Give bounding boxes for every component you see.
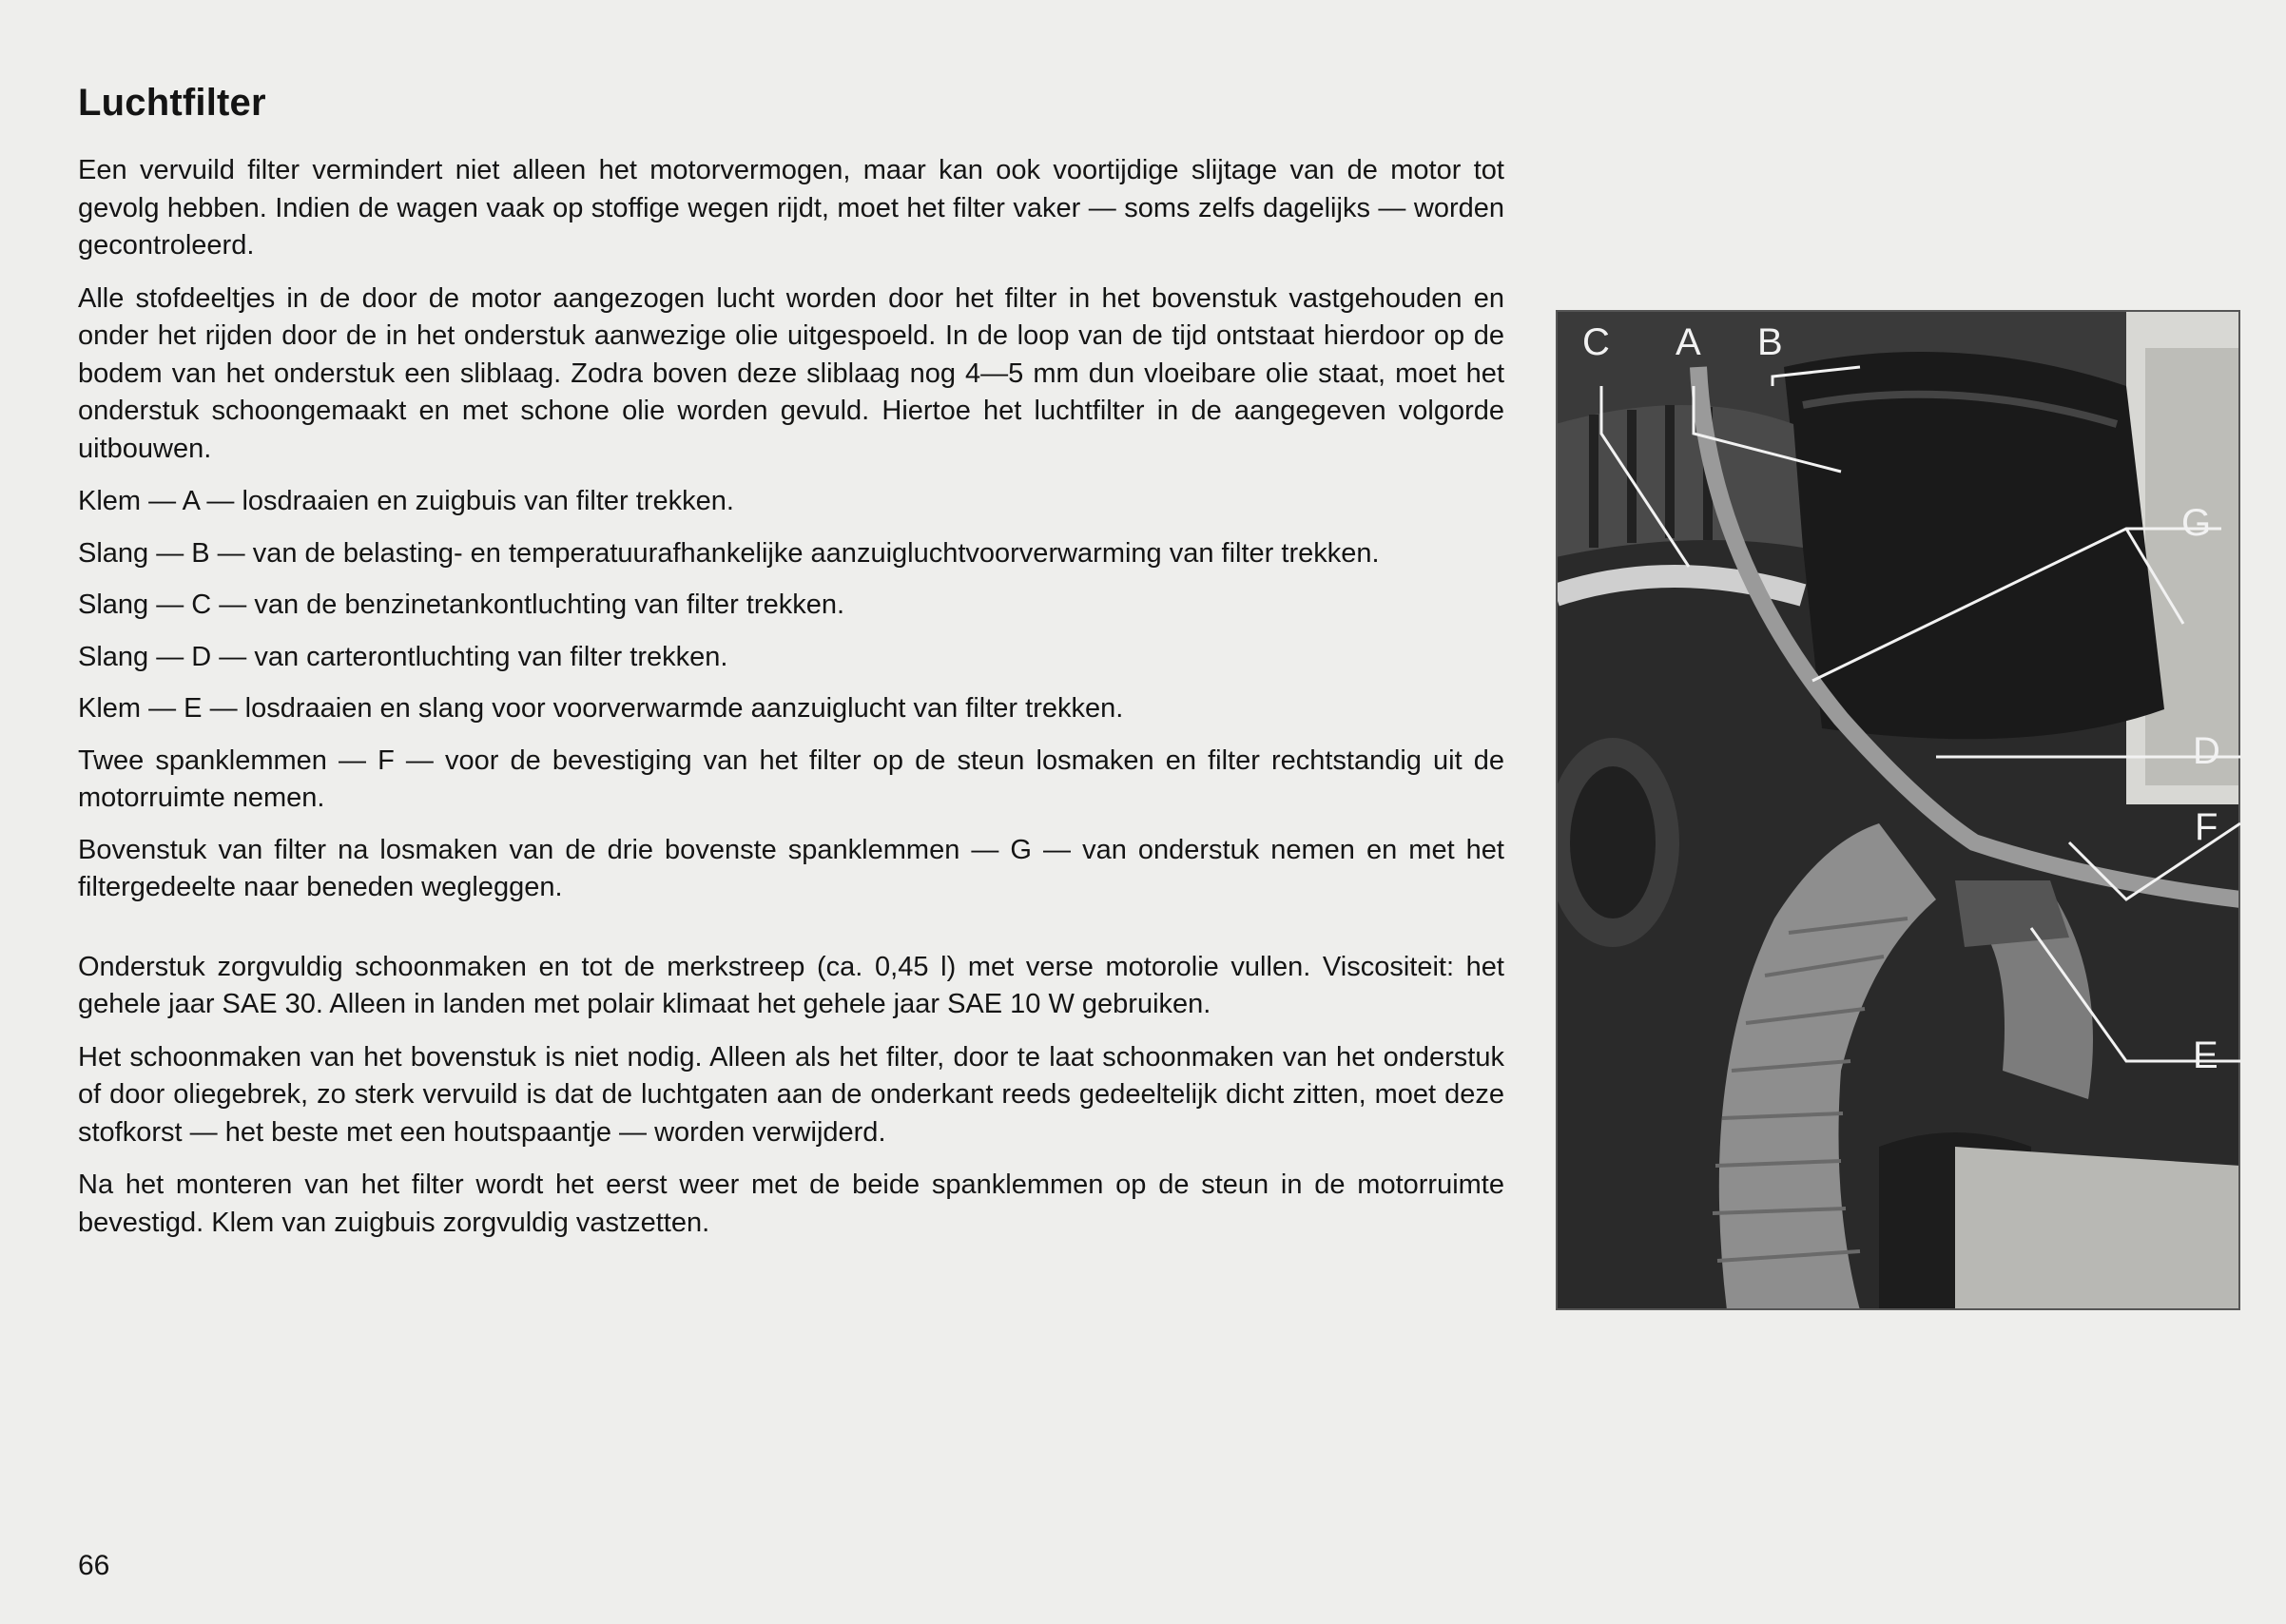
label-d: D bbox=[2193, 730, 2220, 772]
step-b: Slang — B — van de belasting- en temperatuurafhankelijke aanzuigluchtvoorverwarming van filter trekken. bbox=[78, 537, 1380, 569]
step-c: Slang — C — van de benzinetankontluchting van filter trekken. bbox=[78, 590, 845, 620]
step-a: Klem — A — losdraaien en zuigbuis van filter trekken. bbox=[78, 486, 734, 516]
page-number: 66 bbox=[78, 1550, 110, 1581]
text-column bbox=[78, 152, 1504, 1257]
cleaning-paragraph: Het schoonmaken van het bovenstuk is niet nodig. Alleen als het filter, door te laat schoonmaken van het onderstuk of door oliegebrek, zo sterk vervuild is dat de luchtgaten aan de onderkant reeds gedeeltelijk dicht zitten, moet deze stofkorst — het beste met een houtspaantje — worden verwijderd. bbox=[78, 1041, 1504, 1148]
intro-paragraph: Een vervuild filter vermindert niet alleen het motorvermogen, maar kan ook voortijdige slijtage van de motor tot gevolg hebben. Indien de wagen vaak op stoffige wegen rijdt, moet het filter vaker — soms zelfs dagelijks — worden gecontroleerd. bbox=[78, 155, 1504, 261]
label-g: G bbox=[2181, 502, 2212, 544]
step-g: Bovenstuk van filter na losmaken van de drie bovenste spanklemmen — G — van onderstuk nemen en met het filtergedeelte naar beneden wegleggen. bbox=[78, 834, 1504, 902]
label-b: B bbox=[1757, 321, 1783, 363]
oil-fill-paragraph: Onderstuk zorgvuldig schoonmaken en tot de merkstreep (ca. 0,45 l) met verse motorolie vullen. Viscositeit: het gehele jaar SAE 30. Alleen in landen met polair klimaat het gehele jaar SAE 10 W gebruiken. bbox=[78, 951, 1504, 1019]
label-c: C bbox=[1582, 321, 1610, 363]
label-f: F bbox=[2195, 806, 2218, 848]
step-e: Klem — E — losdraaien en slang voor voorverwarmde aanzuiglucht van filter trekken. bbox=[78, 693, 1124, 724]
label-a: A bbox=[1676, 321, 1701, 363]
engine-photo-drawing bbox=[1556, 310, 2240, 1310]
label-e: E bbox=[2193, 1034, 2218, 1076]
step-d: Slang — D — van carterontluchting van filter trekken. bbox=[78, 641, 728, 672]
engine-photo bbox=[1556, 310, 2240, 1310]
explanation-paragraph: Alle stofdeeltjes in de door de motor aangezogen lucht worden door het filter in het bovenstuk vastgehouden en onder het rijden door de in het onderstuk aanwezige olie uitgespoeld. In de loop van de tijd ontstaat hierdoor op de bodem van het onderstuk een sliblaag. Zodra boven deze sliblaag nog 4—5 mm dun vloeibare olie staat, moet het onderstuk schoongemaakt en met schone olie worden gevuld. Hiertoe het luchtfilter in de aangegeven volgorde uitbouwen. bbox=[78, 282, 1504, 464]
step-f: Twee spanklemmen — F — voor de bevestiging van het filter op de steun losmaken en filter rechtstandig uit de motorruimte nemen. bbox=[78, 744, 1504, 813]
page-title: Luchtfilter bbox=[78, 82, 266, 124]
mounting-paragraph: Na het monteren van het filter wordt het eerst weer met de beide spanklemmen op de steun in de motorruimte bevestigd. Klem van zuigbuis zorgvuldig vastzetten. bbox=[78, 1170, 1504, 1238]
